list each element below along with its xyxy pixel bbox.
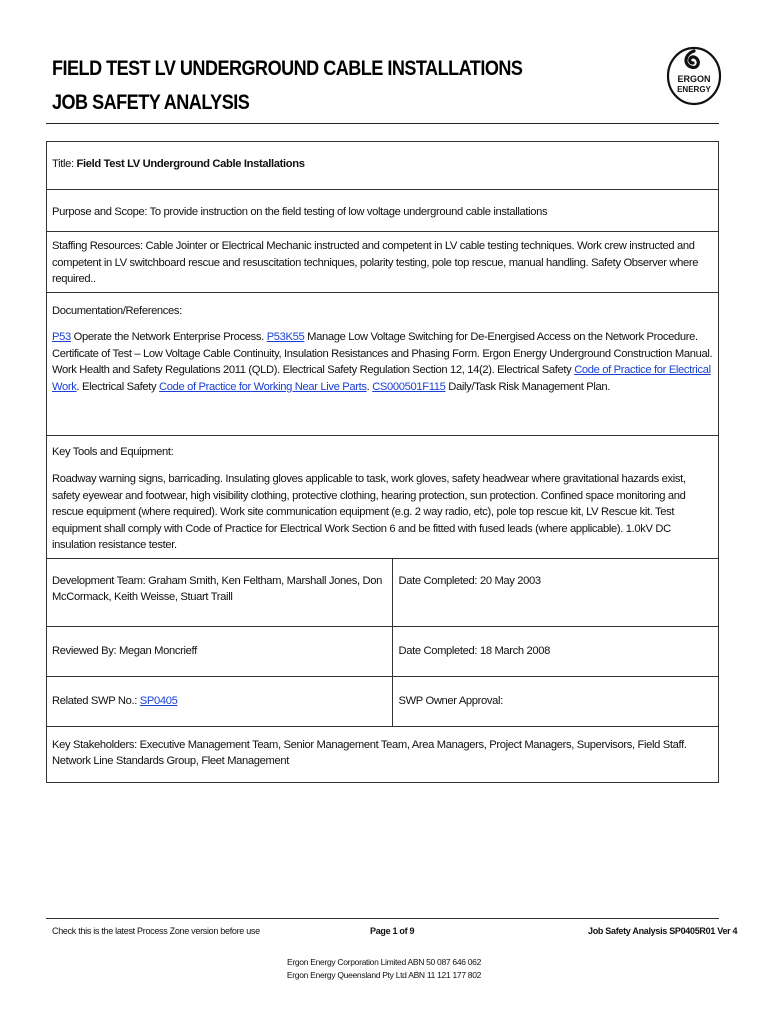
link-code-live-parts[interactable]: Code of Practice for Working Near Live Parts <box>159 380 367 393</box>
logo-text-ergon: ERGON <box>677 74 711 84</box>
link-cs000501f115[interactable]: CS000501F115 <box>372 380 446 393</box>
table-row-title <box>47 142 719 190</box>
doc-text-3: . Electrical Safety <box>76 380 160 393</box>
link-code-electrical-work[interactable]: Code of Practice for Electrical Work <box>52 364 711 393</box>
documentation-cell <box>47 292 719 435</box>
footer-document-id: Job Safety Analysis SP0405R01 Ver 4 <box>588 926 738 936</box>
stakeholders-cell: Key Stakeholders: Executive Management Team, Senior Management Team, Area Managers, Project Managers, Supervisors, Field Staff. Network Line Standards Group, Fleet Management <box>47 726 719 782</box>
table-row-development <box>47 558 719 626</box>
document-subtitle: JOB SAFETY ANALYSIS <box>52 91 250 114</box>
staffing-cell: Staffing Resources: Cable Jointer or Electrical Mechanic instructed and competent in LV cable testing techniques. Work crew instructed and competent in LV switchboard rescue and resuscitation techniques, polarity testing, pole top rescue, manual handling. Safety Observer where required.. <box>47 232 719 293</box>
development-date-cell: Date Completed: 20 May 2003 <box>393 558 719 626</box>
footer-rule <box>46 918 719 919</box>
doc-text-1: Operate the Network Enterprise Process. <box>70 331 267 343</box>
table-row-documentation <box>47 292 719 435</box>
footer-legal-line-1: Ergon Energy Corporation Limited ABN 50 087 646 062 <box>286 957 482 967</box>
table-row-tools <box>47 435 719 558</box>
ergon-energy-logo <box>665 42 723 106</box>
table-row-related-swp <box>47 676 719 726</box>
documentation-references <box>52 329 713 395</box>
tools-cell <box>47 435 719 558</box>
header-rule <box>46 123 719 124</box>
table-row-reviewed <box>47 626 719 676</box>
swp-owner-approval-cell: SWP Owner Approval: <box>393 676 719 726</box>
title-value: Field Test LV Underground Cable Installations <box>76 158 305 170</box>
footer-page-number: Page 1 of 9 <box>370 926 415 936</box>
link-p53k55[interactable]: P53K55 <box>266 331 305 343</box>
related-swp-label: Related SWP No.: <box>52 694 140 707</box>
documentation-heading: Documentation/References: <box>52 304 182 317</box>
title-label: Title: <box>52 158 77 170</box>
related-swp-cell <box>47 676 393 726</box>
purpose-cell: Purpose and Scope: To provide instruction on the field testing of low voltage underground cable installations <box>47 190 719 232</box>
table-row-stakeholders <box>47 726 719 782</box>
title-cell <box>47 142 719 190</box>
development-team-cell: Development Team: Graham Smith, Ken Feltham, Marshall Jones, Don McCormack, Keith Weisse, Stuart Traill <box>47 558 393 626</box>
reviewed-date-cell: Date Completed: 18 March 2008 <box>393 626 719 676</box>
logo-text-energy: ENERGY <box>677 85 711 94</box>
tools-heading: Key Tools and Equipment: <box>52 445 174 458</box>
tools-list: Roadway warning signs, barricading. Insulating gloves applicable to task, work gloves, safety headwear where gravitational hazards exist, safety eyewear and footwear, high visibility clothing, protective clothing, hearing protection, sun protection. Confined space monitoring and rescue equipment (where required). Work site communication equipment (e.g. 2 way radio, etc), pole top rescue kit, LV Rescue kit. Test equipment shall comply with Code of Practice for Electrical Work Section 6 and be fitted with fused leads (where applicable). 1.0kV DC insulation resistance tester. <box>52 473 686 551</box>
footer-legal-line-2: Ergon Energy Queensland Pty Ltd ABN 11 121 177 802 <box>286 970 482 980</box>
document-title-block <box>52 52 652 120</box>
link-p53[interactable]: P53 <box>52 331 71 343</box>
reviewed-by-cell: Reviewed By: Megan Moncrieff <box>47 626 393 676</box>
doc-text-4: . <box>366 380 373 393</box>
doc-text-2: Manage Low Voltage Switching for De-Energised Access on the Network Procedure. Certificate of Test – Low Voltage Cable Continuity, Insulation Resistances and Phasing Form. Ergon Energy Underground Construction Manual. Work Health and Safety Regulations 2011 (QLD). Electrical Safety Regulation Section 12, 14(2). Electrical Safety <box>52 331 713 376</box>
table-row-purpose <box>47 190 719 232</box>
link-sp0405[interactable]: SP0405 <box>139 694 178 707</box>
table-row-staffing <box>47 232 719 293</box>
jsa-table <box>46 141 719 783</box>
footer-version-note: Check this is the latest Process Zone version before use <box>52 926 260 936</box>
document-title: FIELD TEST LV UNDERGROUND CABLE INSTALLATIONS <box>52 57 523 80</box>
doc-text-5: Daily/Task Risk Management Plan. <box>445 380 610 393</box>
